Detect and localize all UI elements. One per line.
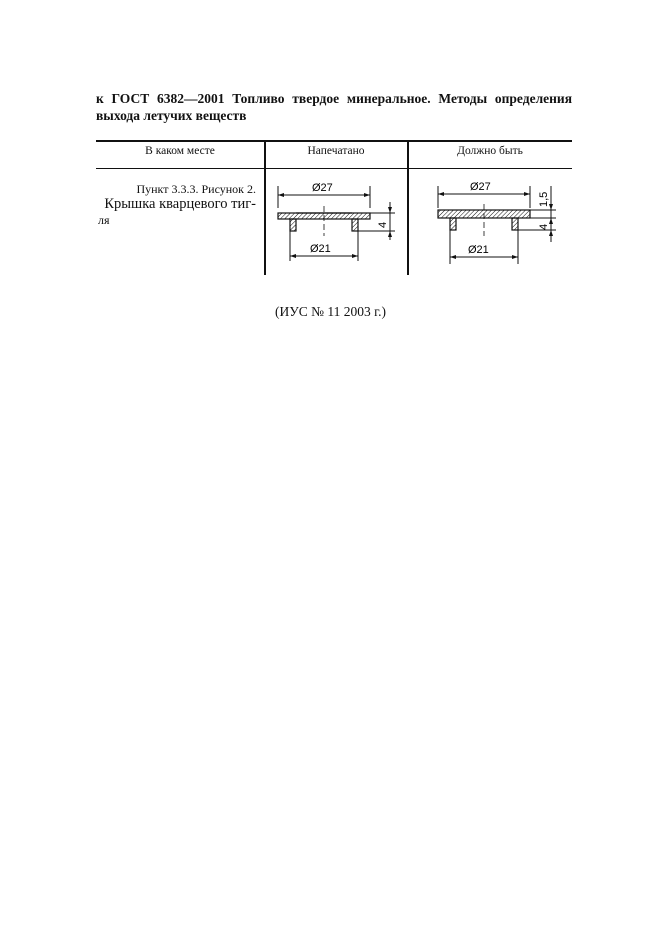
correct-inner-diameter-label: Ø21 xyxy=(468,244,489,256)
location-line-3: ля xyxy=(98,213,110,227)
document-title: к ГОСТ 6382—2001 Топливо твердое минеральное. Методы определения выхода летучих веществ xyxy=(96,91,572,123)
table-column-divider xyxy=(264,140,266,275)
correct-outer-diameter-label: Ø27 xyxy=(470,181,491,193)
header-should-be: Должно быть xyxy=(457,145,523,157)
table-column-divider xyxy=(407,140,409,275)
header-printed: Напечатано xyxy=(307,145,365,157)
location-line-2: Крышка кварцевого тиг- xyxy=(104,196,256,212)
issue-reference: (ИУС № 11 2003 г.) xyxy=(274,304,387,319)
table-header-border xyxy=(96,168,572,169)
correct-crucible-lid-drawing xyxy=(430,178,565,268)
header-location: В каком месте xyxy=(145,145,215,157)
printed-inner-diameter-label: Ø21 xyxy=(310,243,331,255)
printed-outer-diameter-label: Ø27 xyxy=(312,182,333,194)
correct-flange-label: 1,5 xyxy=(538,191,550,207)
location-line-1: Пункт 3.3.3. Рисунок 2. xyxy=(136,182,256,196)
printed-crucible-lid-drawing xyxy=(270,178,405,268)
printed-height-label: 4 xyxy=(377,221,389,228)
table-top-border xyxy=(96,140,572,142)
correct-height-label: 4 xyxy=(538,223,550,230)
row-location xyxy=(96,182,256,227)
